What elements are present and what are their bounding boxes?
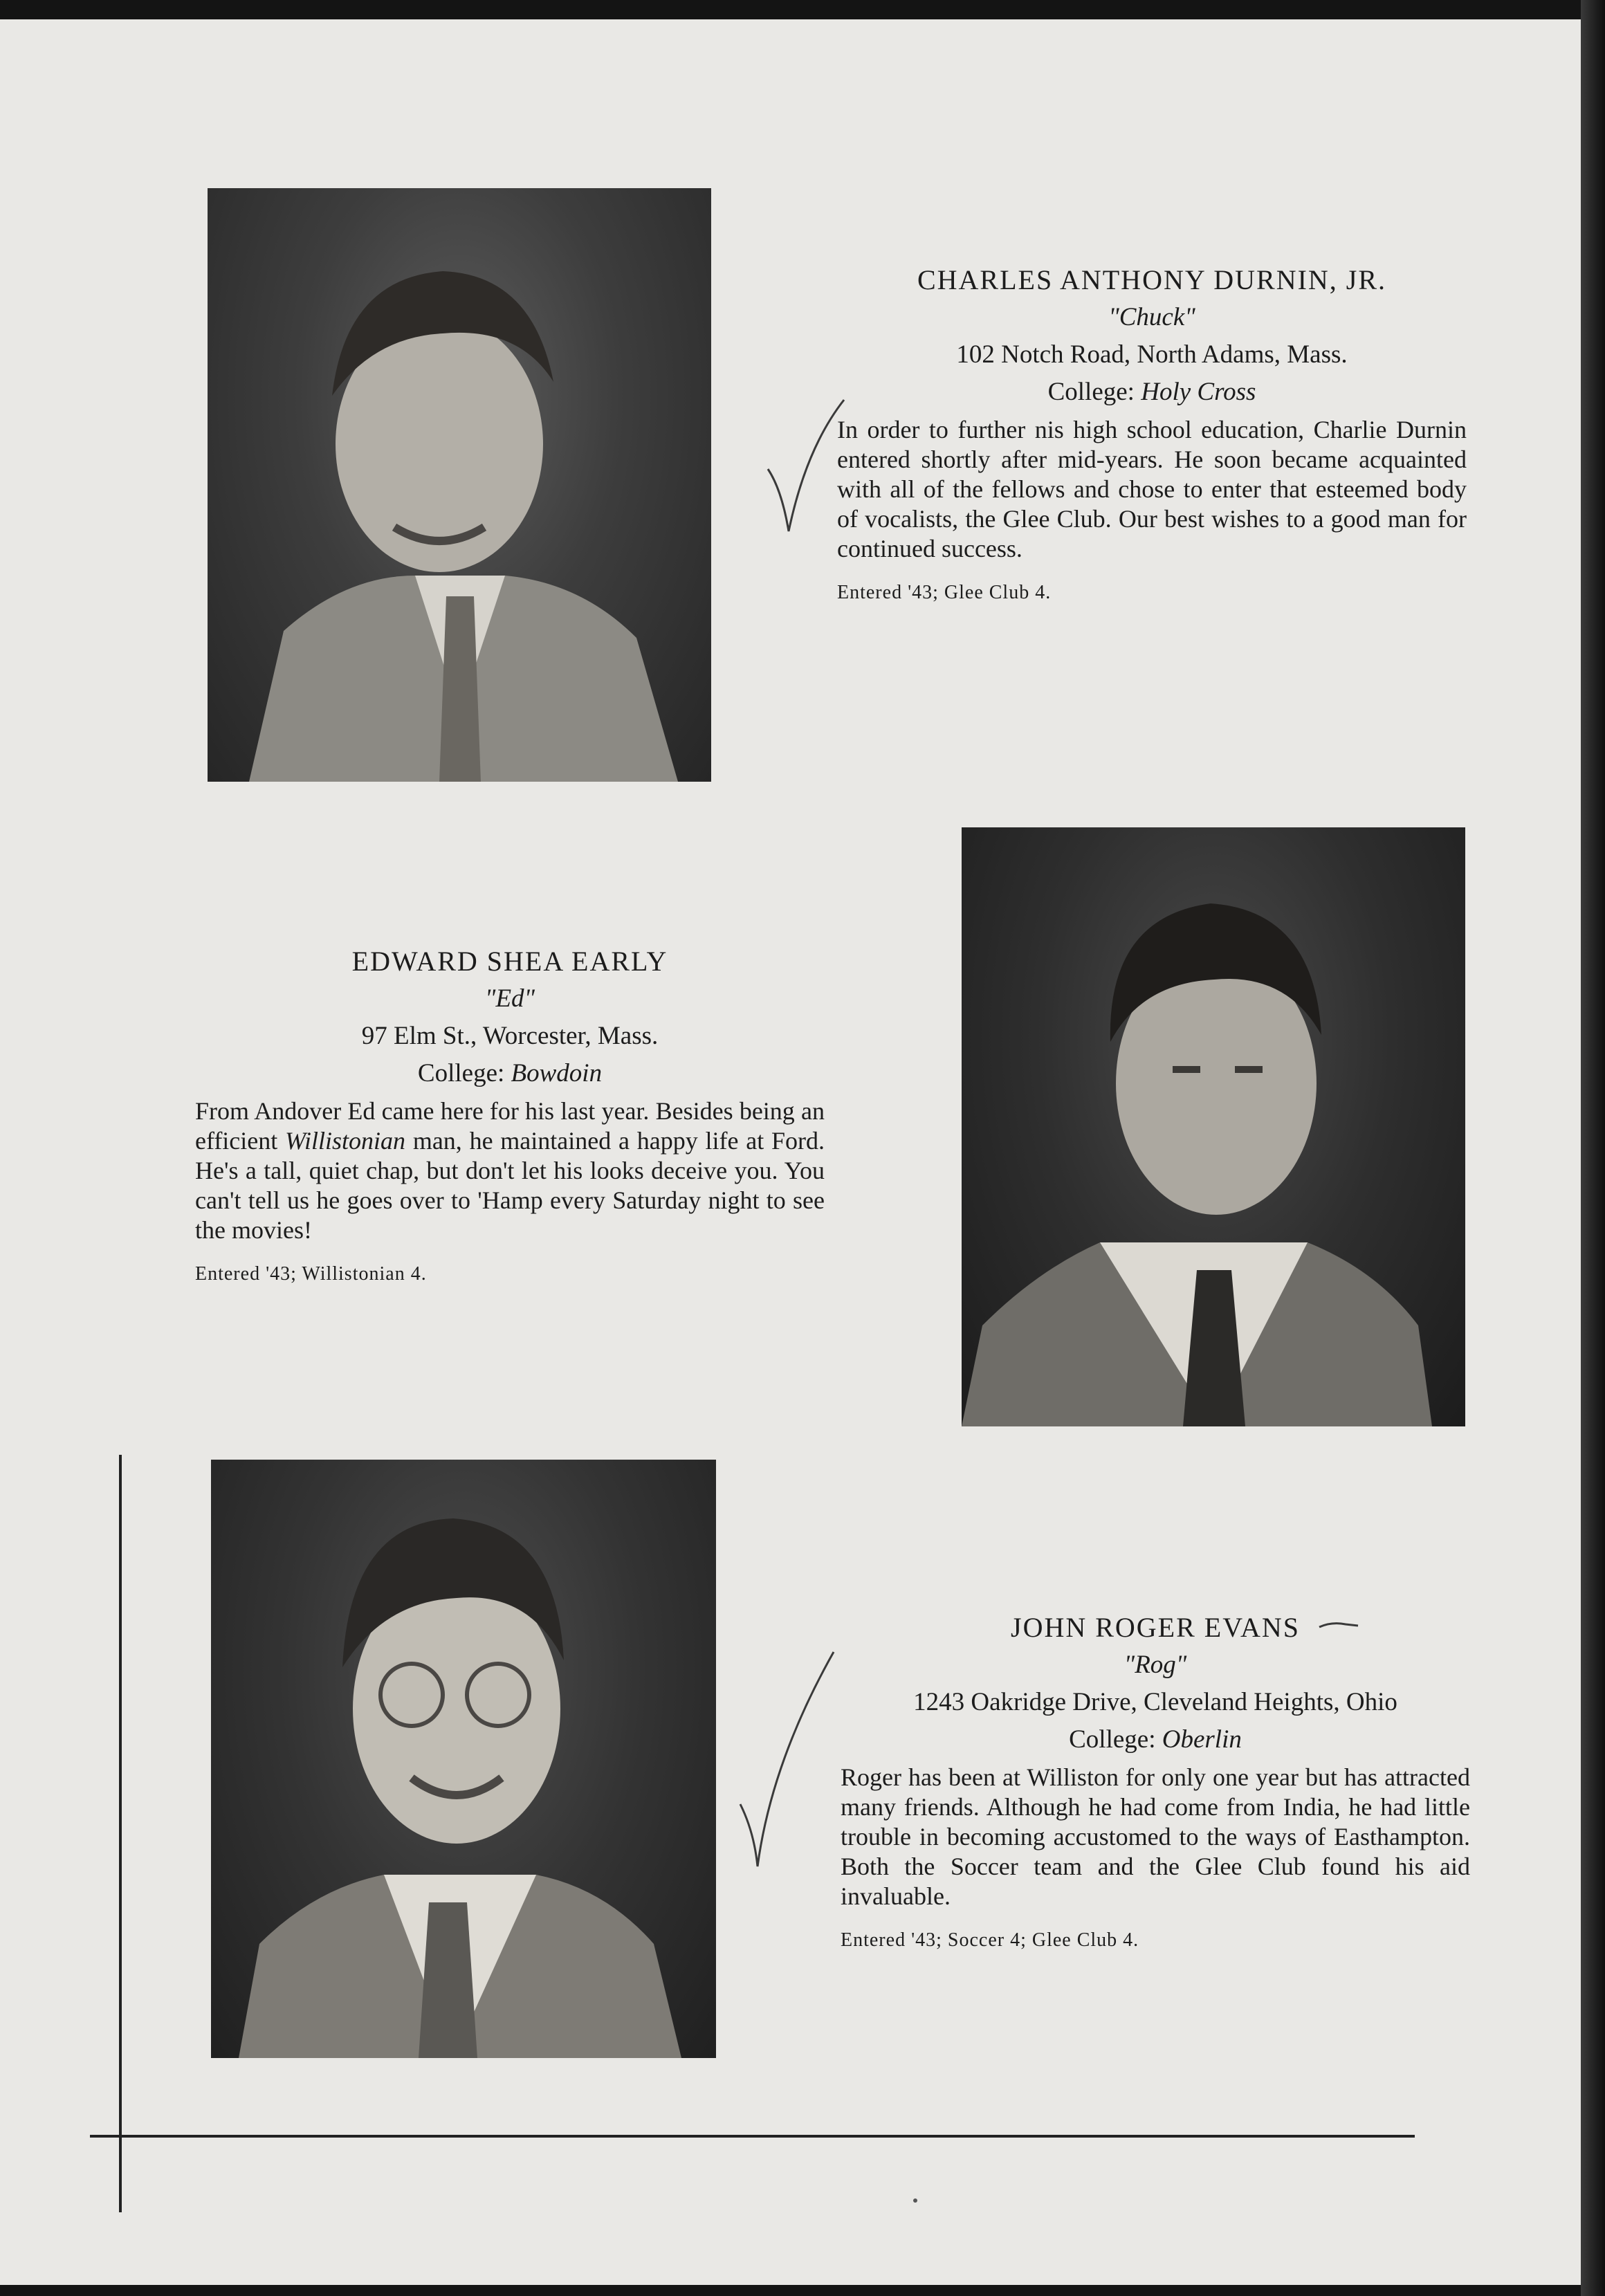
student-name: CHARLES ANTHONY DURNIN, JR.	[917, 264, 1387, 295]
bio-part: From Andover Ed came here for his last year. Besides being an efficient	[195, 1097, 825, 1155]
student-address: 1243 Oakridge Drive, Cleveland Heights, Ohio	[913, 1688, 1397, 1716]
college-label: College:	[1047, 378, 1135, 406]
bio-part-italic: Willistonian	[285, 1127, 406, 1155]
student-name: EDWARD SHEA EARLY	[351, 946, 668, 977]
student-college	[195, 1055, 825, 1092]
entry-early	[195, 943, 825, 1285]
photo-early	[962, 827, 1465, 1426]
entry-evans	[841, 1609, 1470, 1951]
student-bio: Roger has been at Williston for only one year but has attracted many friends. Although he had come from India, he had little trouble in becoming accustomed to the ways of Easthampton. Both the Soccer team and the Glee Club found his aid invaluable.	[841, 1763, 1470, 1910]
student-stats: Entered '43; Glee Club 4.	[837, 582, 1052, 603]
portrait-figure-icon	[211, 1460, 716, 2058]
decorative-rule-vertical	[119, 1455, 122, 2212]
decorative-rule-horizontal	[90, 2135, 1415, 2138]
student-nickname: "Chuck"	[1108, 303, 1195, 331]
book-spine	[1581, 0, 1605, 2296]
student-college	[841, 1721, 1470, 1758]
college-name: Oberlin	[1162, 1725, 1242, 1754]
student-stats: Entered '43; Willistonian 4.	[195, 1263, 427, 1285]
college-name: Bowdoin	[511, 1059, 603, 1087]
portrait-figure-icon	[962, 827, 1465, 1426]
yearbook-page	[0, 19, 1581, 2285]
student-college	[837, 374, 1467, 411]
speck	[913, 2198, 917, 2203]
student-nickname: "Ed"	[484, 984, 535, 1013]
student-nickname: "Rog"	[1124, 1651, 1187, 1679]
checkmark-icon	[764, 386, 847, 538]
student-address: 97 Elm St., Worcester, Mass.	[361, 1022, 659, 1050]
college-name: Holy Cross	[1141, 378, 1256, 406]
entry-durnin	[837, 261, 1467, 604]
college-label: College:	[417, 1059, 505, 1087]
student-address: 102 Notch Road, North Adams, Mass.	[956, 340, 1348, 369]
bio-part: man, he maintained a happy life at Ford. He's a tall, quiet chap, but don't let his looks deceive you. You can't tell us he goes over to 'Hamp every Saturday night to see the movies!	[195, 1127, 825, 1244]
student-stats: Entered '43; Soccer 4; Glee Club 4.	[841, 1929, 1139, 1951]
pencil-mark-icon	[1318, 1617, 1359, 1631]
college-label: College:	[1069, 1725, 1156, 1754]
photo-durnin	[208, 188, 711, 782]
portrait-figure-icon	[208, 188, 711, 782]
student-bio: In order to further nis high school education, Charlie Durnin entered shortly after mid-years. He soon became acquainted with all of the fellows and chose to enter that esteemed body of vocalists, the Glee Club. Our best wishes to a good man for continued success.	[837, 416, 1467, 562]
student-bio	[195, 1096, 825, 1245]
photo-evans	[211, 1460, 716, 2058]
student-name: JOHN ROGER EVANS	[1011, 1612, 1300, 1643]
checkmark-icon	[737, 1645, 841, 1873]
